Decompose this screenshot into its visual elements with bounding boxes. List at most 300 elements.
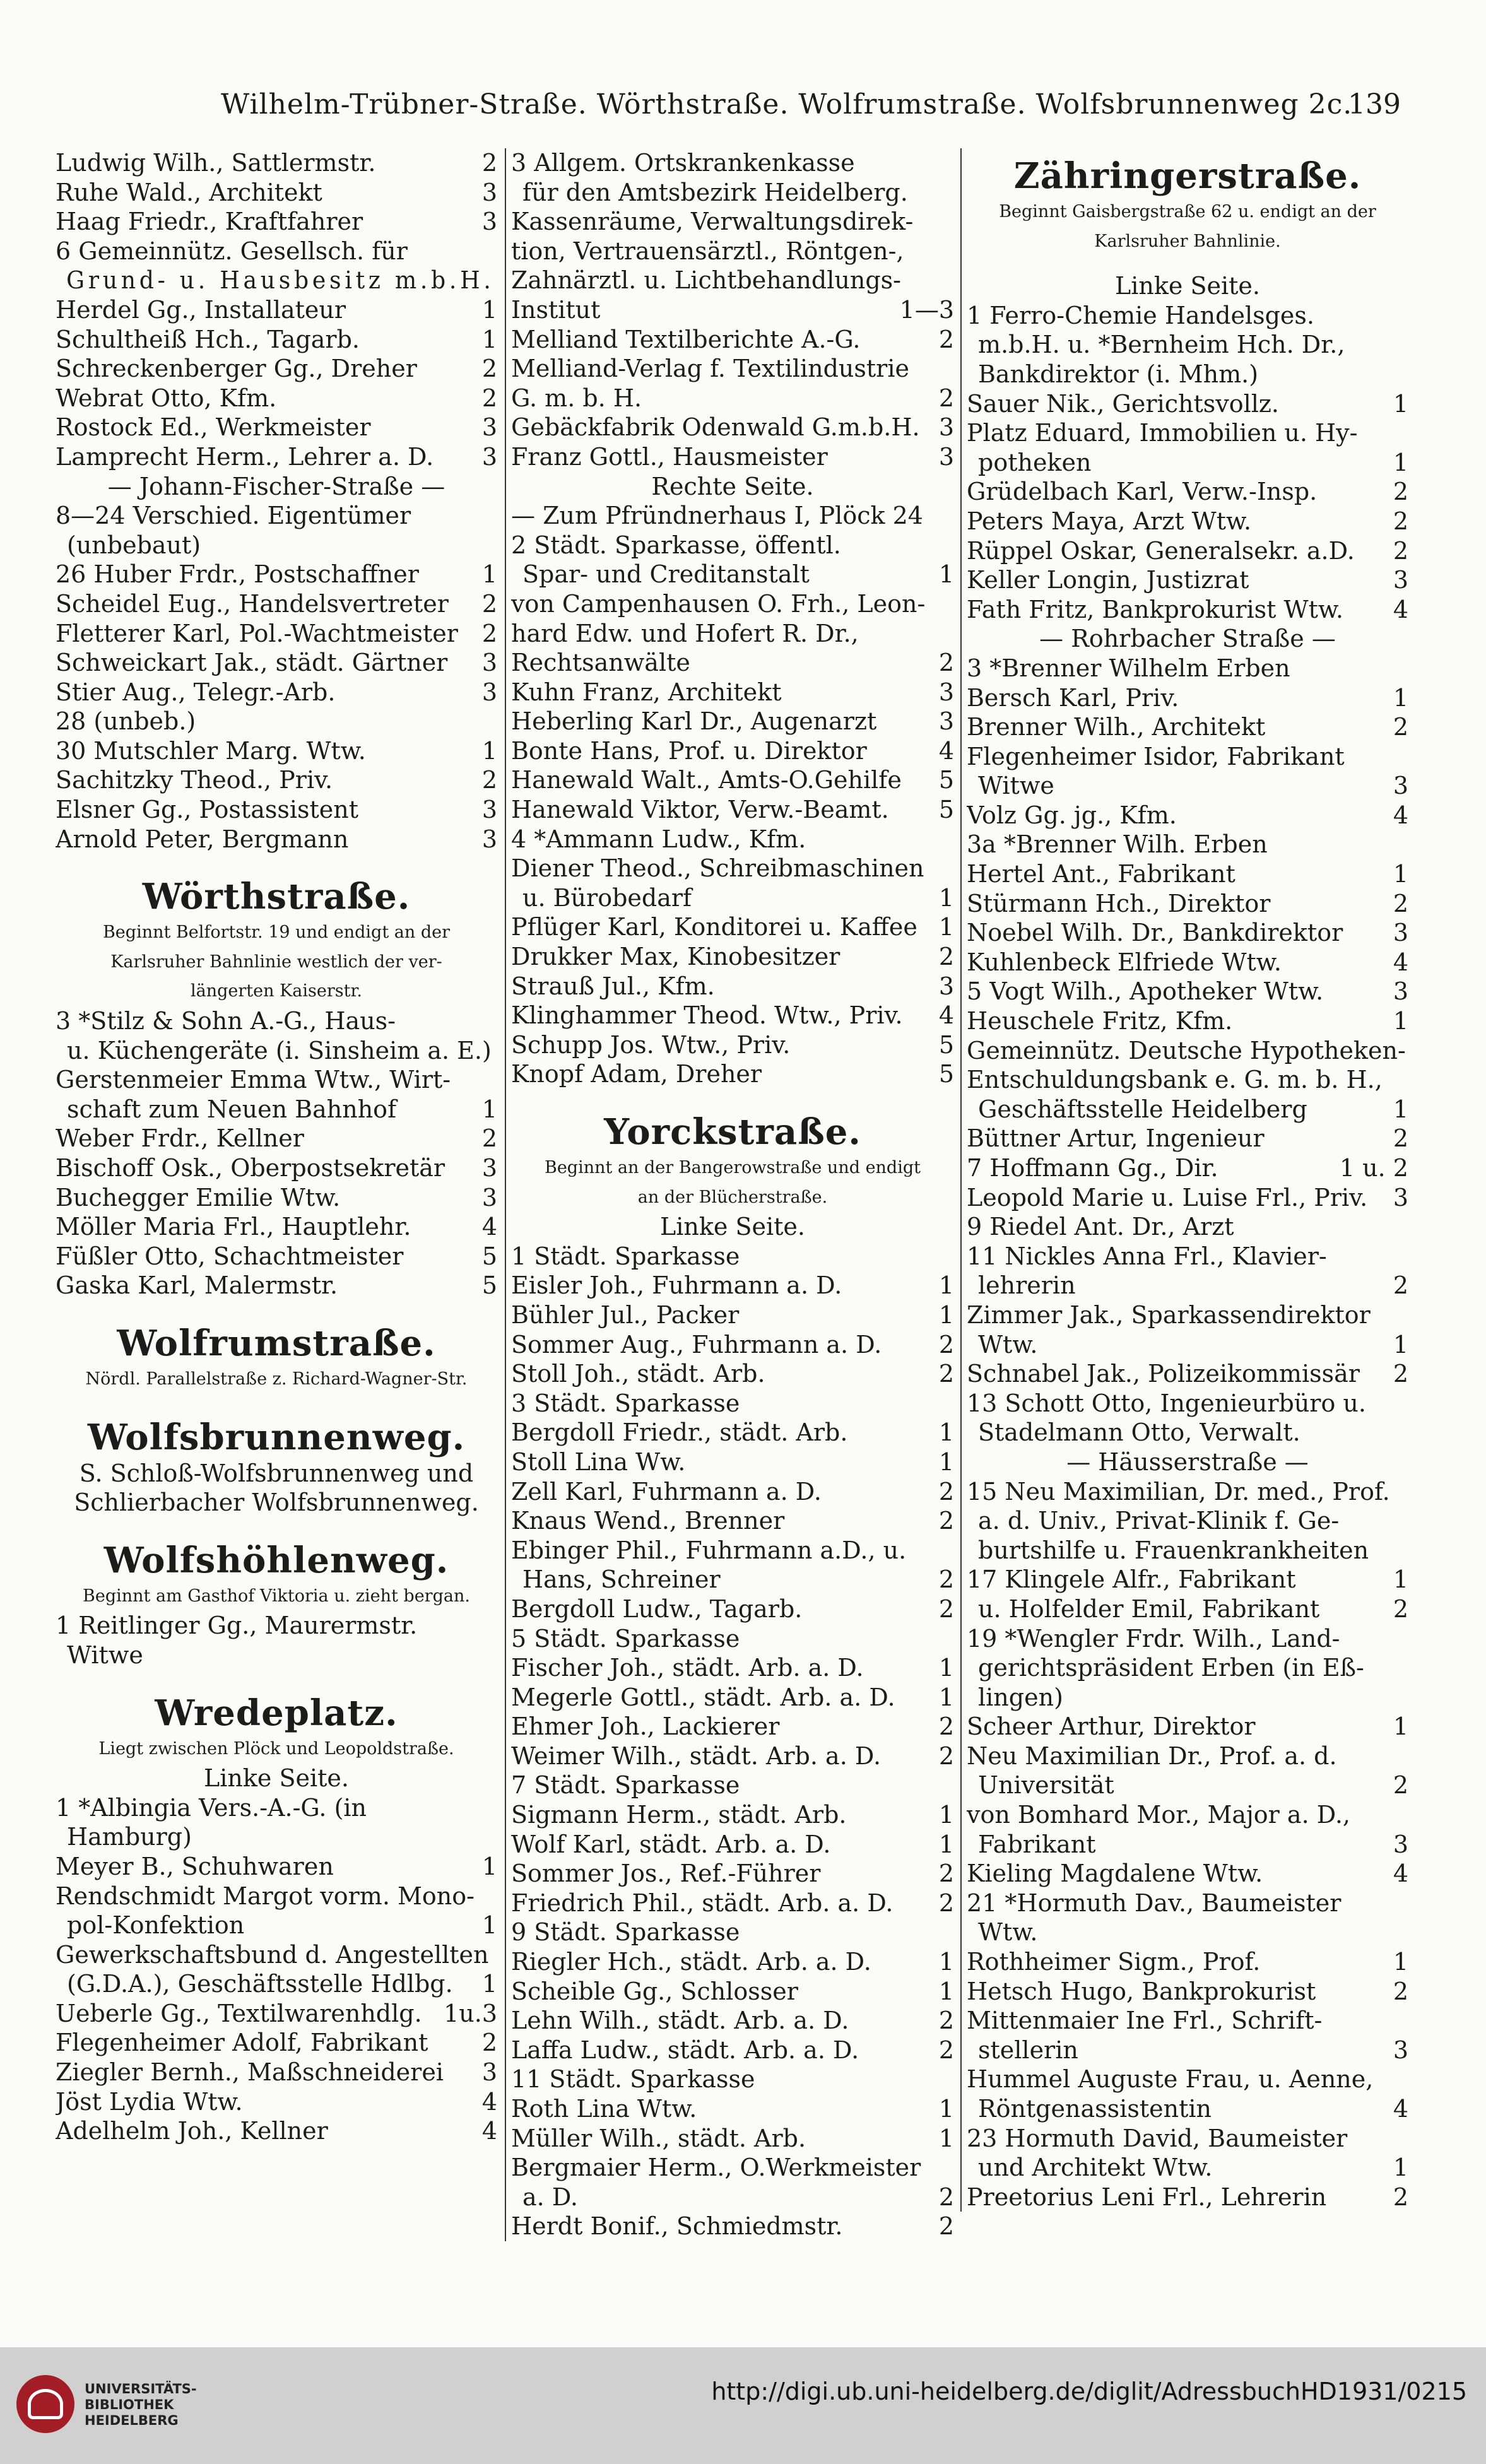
entry-text: Bergdoll Friedr., städt. Arb.: [511, 1418, 848, 1447]
floor-number: 5: [481, 1271, 497, 1300]
directory-entry: [967, 1918, 1408, 1947]
entry-text: Yorckstraße.: [604, 1111, 861, 1153]
directory-entry: [511, 1918, 954, 1947]
entry-text: 3 *Stilz & Sohn A.-G., Haus-: [56, 1007, 396, 1035]
directory-entry: [56, 2058, 497, 2087]
entry-text: Füßler Otto, Schachtmeister: [56, 1242, 404, 1270]
entry-text: Institut: [511, 295, 601, 324]
directory-entry: [56, 707, 497, 736]
floor-number: 3: [938, 413, 954, 442]
floor-number: 4: [1393, 1860, 1408, 1888]
spacer: [56, 1518, 497, 1533]
directory-entry: [967, 2153, 1408, 2183]
entry-text: Linke Seite.: [204, 1764, 349, 1793]
entry-text: — Häusserstraße —: [1066, 1447, 1309, 1476]
directory-entry: [56, 678, 497, 707]
entry-text: Gebäckfabrik Odenwald G.m.b.H.: [511, 413, 920, 442]
directory-entry: [511, 1889, 954, 1918]
directory-entry: [967, 859, 1408, 889]
directory-entry: [967, 1977, 1408, 2007]
directory-entry: [511, 972, 954, 1001]
entry-text: Stoll Lina Ww.: [511, 1447, 686, 1476]
floor-number: 2: [481, 384, 497, 412]
entry-text: Müller Wilh., städt. Arb.: [511, 2124, 806, 2152]
directory-entry: [511, 1418, 954, 1447]
directory-entry: [511, 1330, 954, 1360]
entry-text: für den Amtsbezirk Heidelberg.: [522, 178, 908, 206]
directory-entry: [967, 1889, 1408, 1918]
directory-entry: [56, 918, 497, 948]
directory-entry: [56, 207, 497, 237]
directory-entry: [967, 1300, 1408, 1330]
floor-number: 2: [481, 2029, 497, 2057]
directory-entry: [511, 707, 954, 736]
floor-number: 3: [938, 678, 954, 706]
entry-text: Stoll Joh., städt. Arb.: [511, 1360, 765, 1388]
directory-entry: [56, 1764, 497, 1793]
column-middle: [505, 148, 954, 2241]
entry-text: Franz Gottl., Hausmeister: [511, 442, 828, 471]
floor-number: 1: [1393, 860, 1408, 888]
floor-number: 1: [1393, 389, 1408, 418]
floor-number: 1: [1393, 448, 1408, 476]
directory-entry: [511, 442, 954, 472]
entry-text: Stier Aug., Telegr.-Arb.: [56, 678, 336, 706]
floor-number: 1: [1393, 1007, 1408, 1035]
column-right: [960, 148, 1408, 2212]
entry-text: Brenner Wilh., Architekt: [967, 713, 1266, 741]
directory-entry: [56, 1882, 497, 1911]
floor-number: 3: [481, 796, 497, 824]
floor-number: 1 u. 2: [1339, 1154, 1408, 1182]
entry-text: Kieling Magdalene Wtw.: [967, 1860, 1263, 1888]
directory-entry: [967, 1624, 1408, 1654]
entry-text: Klinghammer Theod. Wtw., Priv.: [511, 1001, 903, 1030]
directory-entry: [511, 765, 954, 795]
floor-number: 1: [938, 1447, 954, 1476]
entry-text: an der Blücherstraße.: [637, 1187, 828, 1207]
entry-text: Meyer B., Schuhwaren: [56, 1852, 334, 1880]
entry-text: Mittenmaier Ine Frl., Schrift-: [967, 2007, 1323, 2035]
entry-text: 3 *Brenner Wilhelm Erben: [967, 654, 1290, 682]
directory-entry: [967, 1065, 1408, 1095]
floor-number: 3: [481, 825, 497, 853]
entry-text: 28 (unbeb.): [56, 707, 196, 736]
floor-number: 3: [1393, 772, 1408, 800]
floor-number: 1: [481, 1970, 497, 1998]
directory-entry: [967, 683, 1408, 713]
floor-number: 2: [938, 325, 954, 353]
spacer: [56, 1300, 497, 1316]
entry-text: Schultheiß Hch., Tagarb.: [56, 325, 360, 353]
entry-text: Karlsruher Bahnlinie.: [1094, 231, 1281, 251]
entry-text: Rothheimer Sigm., Prof.: [967, 1948, 1261, 1976]
entry-text: schaft zum Neuen Bahnhof: [67, 1095, 397, 1123]
floor-number: 3: [481, 1183, 497, 1211]
floor-number: 2: [938, 384, 954, 412]
entry-text: 7 Städt. Sparkasse: [511, 1771, 740, 1800]
directory-entry: [511, 1800, 954, 1830]
entry-text: Knaus Wend., Brenner: [511, 1507, 785, 1535]
directory-entry: [56, 1641, 497, 1670]
entry-text: a. D.: [522, 2183, 579, 2211]
library-name: UNIVERSITÄTS- BIBLIOTHEK HEIDELBERG: [85, 2381, 197, 2428]
directory-entry: [56, 1969, 497, 1999]
entry-text: längerten Kaiserstr.: [191, 981, 362, 1001]
floor-number: 1: [1393, 683, 1408, 712]
directory-entry: [56, 1940, 497, 1970]
entry-text: Rüppel Oskar, Generalsekr. a.D.: [967, 536, 1355, 565]
spacer: [56, 1394, 497, 1410]
directory-entry: [56, 472, 497, 502]
entry-text: 17 Klingele Alfr., Fabrikant: [967, 1565, 1296, 1594]
entry-text: Wolfrumstraße.: [117, 1322, 436, 1364]
entry-text: Haag Friedr., Kraftfahrer: [56, 208, 363, 236]
directory-entry: [511, 472, 954, 502]
floor-number: 2: [1393, 1124, 1408, 1153]
directory-entry: [56, 619, 497, 649]
directory-entry: [511, 178, 954, 208]
entry-text: Rostock Ed., Werkmeister: [56, 413, 371, 442]
entry-text: 5 Städt. Sparkasse: [511, 1624, 740, 1653]
directory-entry: [967, 1506, 1408, 1536]
entry-text: Scheible Gg., Schlosser: [511, 1977, 798, 2005]
entry-text: Diener Theod., Schreibmaschinen: [511, 854, 924, 883]
entry-text: Friedrich Phil., städt. Arb. a. D.: [511, 1889, 893, 1917]
directory-entry: [967, 1565, 1408, 1595]
entry-text: Scheidel Eug., Handelsvertreter: [56, 589, 449, 618]
directory-entry: [967, 801, 1408, 830]
directory-entry: [511, 1242, 954, 1271]
entry-text: — Rohrbacher Straße —: [1039, 625, 1336, 653]
floor-number: 2: [938, 2183, 954, 2211]
directory-entry: [56, 977, 497, 1006]
entry-text: Elsner Gg., Postassistent: [56, 796, 359, 824]
directory-entry: [56, 266, 497, 295]
directory-entry: [967, 2006, 1408, 2036]
entry-text: Schweickart Jak., städt. Gärtner: [56, 649, 448, 677]
entry-text: Preetorius Leni Frl., Lehrerin: [967, 2183, 1327, 2211]
floor-number: 2: [481, 619, 497, 647]
entry-text: Witwe: [978, 772, 1054, 800]
floor-number: 3: [1393, 2036, 1408, 2064]
entry-text: Hummel Auguste Frau, u. Aenne,: [967, 2065, 1374, 2094]
entry-text: Wtw.: [978, 1330, 1038, 1359]
entry-text: 8—24 Verschied. Eigentümer: [56, 502, 411, 530]
entry-text: Gewerkschaftsbund d. Angestellten: [56, 1940, 489, 1969]
floor-number: 4: [1393, 948, 1408, 976]
entry-text: Kuhlenbeck Elfriede Wtw.: [967, 948, 1282, 976]
floor-number: 2: [938, 649, 954, 677]
entry-text: 19 *Wengler Frdr. Wilh., Land-: [967, 1624, 1340, 1653]
directory-entry: [511, 619, 954, 649]
entry-text: 1 *Albingia Vers.-A.-G. (in: [56, 1793, 367, 1822]
entry-text: Schupp Jos. Wtw., Priv.: [511, 1030, 791, 1059]
entry-text: Strauß Jul., Kfm.: [511, 972, 715, 1000]
entry-text: Jöst Lydia Wtw.: [56, 2087, 243, 2116]
entry-text: Heberling Karl Dr., Augenarzt: [511, 707, 877, 736]
directory-entry: [511, 207, 954, 237]
floor-number: 1: [938, 1300, 954, 1329]
entry-text: 3 Städt. Sparkasse: [511, 1389, 740, 1417]
directory-entry: [511, 295, 954, 325]
floor-number: 2: [938, 1507, 954, 1535]
floor-number: 4: [481, 2087, 497, 2116]
entry-text: Ludwig Wilh., Sattlermstr.: [56, 149, 376, 177]
entry-text: Bischoff Osk., Oberpostsekretär: [56, 1154, 445, 1182]
entry-text: S. Schloß-Wolfsbrunnenweg und: [79, 1459, 474, 1487]
entry-text: von Bomhard Mor., Major a. D.,: [967, 1801, 1350, 1829]
entry-text: Megerle Gottl., städt. Arb. a. D.: [511, 1683, 895, 1711]
entry-text: 23 Hormuth David, Baumeister: [967, 2124, 1348, 2152]
floor-number: 3: [481, 442, 497, 471]
directory-entry: [56, 237, 497, 266]
entry-text: Knopf Adam, Dreher: [511, 1060, 762, 1088]
directory-entry: [511, 1859, 954, 1889]
entry-text: Grüdelbach Karl, Verw.-Insp.: [967, 478, 1318, 506]
directory-entry: [967, 1183, 1408, 1213]
entry-text: Rechte Seite.: [651, 472, 814, 500]
entry-text: Hertel Ant., Fabrikant: [967, 860, 1235, 888]
entry-text: 26 Huber Frdr., Postschaffner: [56, 560, 419, 589]
directory-entry: [511, 2212, 954, 2241]
directory-entry: [56, 1212, 497, 1242]
entry-text: Fath Fritz, Bankprokurist Wtw.: [967, 595, 1343, 623]
entry-text: (G.D.A.), Geschäftsstelle Hdlbg.: [67, 1970, 453, 1998]
floor-number: 4: [1393, 2095, 1408, 2123]
entry-text: Nördl. Parallelstraße z. Richard-Wagner-Str.: [85, 1369, 468, 1389]
entry-text: Leopold Marie u. Luise Frl., Priv.: [967, 1183, 1368, 1211]
entry-text: 3a *Brenner Wilh. Erben: [967, 830, 1268, 859]
library-logo[interactable]: [16, 2373, 206, 2442]
directory-entry: [511, 1653, 954, 1683]
directory-entry: [511, 148, 954, 178]
entry-text: m.b.H. u. *Bernheim Hch. Dr.,: [978, 331, 1345, 359]
directory-entry: [511, 354, 954, 384]
directory-entry: [511, 2036, 954, 2065]
entry-text: Herdel Gg., Installateur: [56, 295, 346, 324]
directory-entry: [511, 413, 954, 442]
entry-text: Möller Maria Frl., Hauptlehr.: [56, 1213, 411, 1241]
entry-text: Grund- u. Hausbesitz m.b.H.: [66, 266, 495, 295]
entry-text: Beginnt Belfortstr. 19 und endigt an der: [102, 923, 451, 943]
entry-text: Zell Karl, Fuhrmann a. D.: [511, 1477, 822, 1506]
entry-text: Karlsruher Bahnlinie westlich der ver-: [110, 952, 442, 972]
entry-text: Wolfshöhlenweg.: [103, 1539, 449, 1581]
entry-text: 6 Gemeinnütz. Gesellsch. für: [56, 237, 408, 265]
entry-text: Sommer Jos., Ref.-Führer: [511, 1860, 821, 1888]
floor-number: 5: [938, 1060, 954, 1088]
directory-entry: [56, 1242, 497, 1271]
floor-number: 3: [938, 442, 954, 471]
directory-entry: [967, 330, 1408, 360]
directory-entry: [967, 1683, 1408, 1712]
directory-entry: [56, 1365, 497, 1394]
directory-entry: [967, 448, 1408, 478]
directory-entry: [967, 1036, 1408, 1066]
entry-text: Wtw.: [978, 1918, 1038, 1947]
floor-number: 2: [481, 1124, 497, 1153]
floor-number: 1: [938, 560, 954, 589]
directory-entry: [56, 1095, 497, 1124]
directory-entry: [967, 1447, 1408, 1477]
floor-number: 2: [938, 1742, 954, 1770]
directory-entry: [56, 1999, 497, 2029]
entry-text: Drukker Max, Kinobesitzer: [511, 943, 840, 971]
floor-number: 5: [938, 1030, 954, 1059]
directory-entry: [967, 1595, 1408, 1624]
directory-entry: [511, 1536, 954, 1565]
directory-entry: [511, 854, 954, 883]
directory-entry: [967, 1006, 1408, 1036]
directory-entry: [967, 595, 1408, 625]
floor-number: 2: [1393, 1595, 1408, 1623]
directory-entry: [967, 1418, 1408, 1447]
entry-text: Melliand Textilberichte A.-G.: [511, 325, 861, 353]
floor-number: 4: [481, 2117, 497, 2145]
entry-text: Universität: [978, 1771, 1114, 1800]
floor-number: 2: [938, 1889, 954, 1917]
directory-entry: [56, 442, 497, 472]
floor-number: 1u.3: [444, 1999, 497, 2027]
entry-text: 15 Neu Maximilian, Dr. med., Prof.: [967, 1477, 1390, 1506]
entry-text: Kuhn Franz, Architekt: [511, 678, 782, 706]
entry-text: Hanewald Walt., Amts-O.Gehilfe: [511, 766, 902, 794]
directory-entry: [511, 648, 954, 678]
floor-number: 1: [938, 1654, 954, 1682]
directory-entry: [967, 1477, 1408, 1507]
entry-text: Hamburg): [67, 1823, 192, 1851]
directory-entry: [56, 948, 497, 977]
floor-number: 1: [1393, 2154, 1408, 2182]
floor-number: 3: [481, 1154, 497, 1182]
directory-entry: [56, 2028, 497, 2058]
source-url-link[interactable]: http://digi.ub.uni-heidelberg.de/diglit/AdressbuchHD1931/0215: [711, 2378, 1467, 2405]
directory-entry: [967, 301, 1408, 331]
directory-entry: [967, 654, 1408, 683]
directory-entry: [967, 2183, 1408, 2212]
entry-text: Ziegler Bernh., Maßschneiderei: [56, 2058, 444, 2087]
entry-text: lehrerin: [978, 1271, 1076, 1300]
floor-number: 2: [481, 589, 497, 618]
entry-text: Wolf Karl, städt. Arb. a. D.: [511, 1830, 831, 1858]
directory-entry: [56, 648, 497, 678]
directory-entry: [967, 1800, 1408, 1830]
entry-text: Roth Lina Wtw.: [511, 2095, 697, 2123]
floor-number: 3: [481, 208, 497, 236]
floor-number: 2: [1393, 1977, 1408, 2005]
directory-entry: [511, 883, 954, 913]
directory-entry: [967, 742, 1408, 772]
directory-entry: [56, 1036, 497, 1066]
floor-number: 2: [938, 1477, 954, 1506]
directory-entry: [967, 1771, 1408, 1800]
floor-number: 2: [938, 1595, 954, 1623]
directory-entry: [511, 825, 954, 854]
entry-text: Heuschele Fritz, Kfm.: [967, 1007, 1233, 1035]
entry-text: Sommer Aug., Fuhrmann a. D.: [511, 1330, 882, 1359]
floor-number: 1: [1393, 1712, 1408, 1741]
directory-entry: [967, 1947, 1408, 1977]
street-heading: [56, 1316, 497, 1365]
floor-number: 2: [938, 1860, 954, 1888]
directory-entry: [967, 565, 1408, 595]
floor-number: 3: [1393, 977, 1408, 1006]
floor-number: 2: [481, 149, 497, 177]
entry-text: Stürmann Hch., Direktor: [967, 889, 1271, 917]
directory-entry: [511, 1183, 954, 1213]
entry-text: Adelhelm Joh., Kellner: [56, 2117, 328, 2145]
directory-entry: [56, 825, 497, 854]
entry-text: Weber Frdr., Kellner: [56, 1124, 304, 1153]
header-title: Wilhelm-Trübner-Straße. Wörthstraße. Wolfrumstraße. Wolfsbrunnenweg 2c.: [221, 88, 1353, 121]
floor-number: 3: [481, 649, 497, 677]
street-heading: [511, 1104, 954, 1153]
entry-text: 30 Mutschler Marg. Wtw.: [56, 736, 366, 765]
floor-number: 1: [481, 1852, 497, 1880]
entry-text: stellerin: [978, 2036, 1078, 2064]
directory-entry: [56, 1006, 497, 1036]
entry-text: Peters Maya, Arzt Wtw.: [967, 507, 1252, 535]
entry-text: Spar- und Creditanstalt: [522, 560, 810, 589]
floor-number: 1: [938, 1977, 954, 2005]
entry-text: Wredeplatz.: [155, 1692, 398, 1734]
floor-number: 1: [1393, 1095, 1408, 1123]
directory-entry: [56, 1459, 497, 1488]
directory-entry: [56, 1065, 497, 1095]
entry-text: 11 Nickles Anna Frl., Klavier-: [967, 1242, 1327, 1270]
directory-entry: [967, 507, 1408, 536]
entry-text: Liegt zwischen Plöck und Leopoldstraße.: [98, 1738, 454, 1759]
directory-entry: [967, 2094, 1408, 2124]
floor-number: 2: [1393, 2183, 1408, 2211]
entry-text: Rendschmidt Margot vorm. Mono-: [56, 1882, 475, 1910]
directory-entry: [967, 1653, 1408, 1683]
floor-number: 1: [938, 1830, 954, 1858]
directory-entry: [967, 1712, 1408, 1742]
directory-entry: [511, 736, 954, 766]
directory-entry: [511, 531, 954, 560]
street-heading: [967, 148, 1408, 197]
floor-number: 1: [938, 1271, 954, 1300]
directory-entry: [967, 1212, 1408, 1242]
entry-text: Weimer Wilh., städt. Arb. a. D.: [511, 1742, 882, 1770]
entry-text: 5 Vogt Wilh., Apotheker Wtw.: [967, 977, 1324, 1006]
directory-entry: [56, 1735, 497, 1764]
entry-text: Lehn Wilh., städt. Arb. a. D.: [511, 2007, 849, 2035]
directory-entry: [511, 1595, 954, 1624]
floor-number: 1: [938, 1801, 954, 1829]
entry-text: Zimmer Jak., Sparkassendirektor: [967, 1300, 1371, 1329]
floor-number: 4: [938, 736, 954, 765]
entry-text: Pflüger Karl, Konditorei u. Kaffee: [511, 913, 917, 941]
entry-text: gerichtspräsident Erben (in Eß-: [978, 1654, 1364, 1682]
floor-number: 3: [481, 678, 497, 706]
floor-number: 2: [938, 1565, 954, 1594]
directory-entry: [967, 1271, 1408, 1300]
page-number: 139: [1348, 88, 1401, 121]
entry-text: Beginnt Gaisbergstraße 62 u. endigt an der: [999, 202, 1376, 221]
entry-text: a. d. Univ., Privat-Klinik f. Ge-: [978, 1507, 1340, 1535]
directory-entry: [56, 1822, 497, 1852]
directory-entry: [967, 1859, 1408, 1889]
directory-entry: [56, 1793, 497, 1823]
entry-text: 13 Schott Otto, Ingenieurbüro u.: [967, 1389, 1366, 1417]
floor-number: 2: [938, 1330, 954, 1359]
directory-entry: [56, 325, 497, 355]
entry-text: Schnabel Jak., Polizeikommissär: [967, 1360, 1360, 1388]
entry-text: 1 Reitlinger Gg., Maurermstr.: [56, 1612, 418, 1640]
